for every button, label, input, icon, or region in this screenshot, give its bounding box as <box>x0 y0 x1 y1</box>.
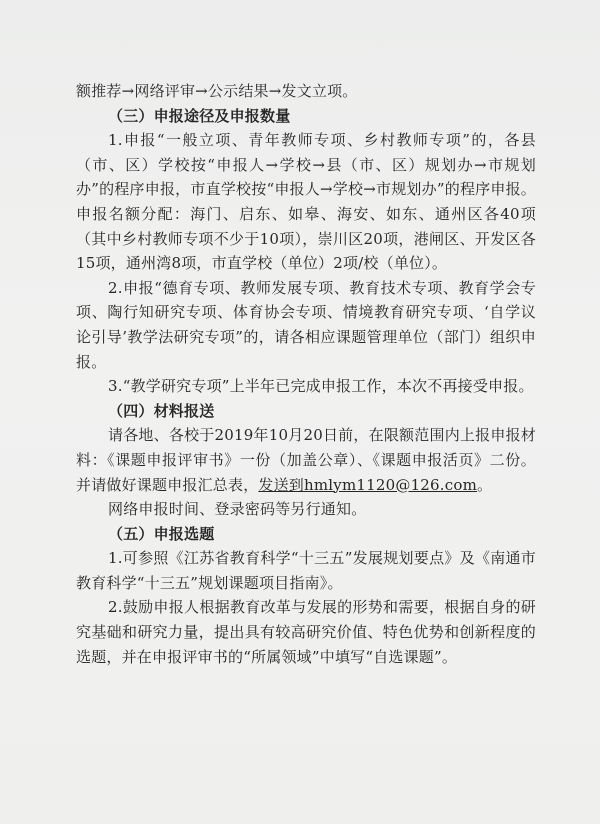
send-to-label: 发送到 <box>258 475 305 494</box>
intro-line: 额推荐→网络评审→公示结果→发文立项。 <box>76 82 358 100</box>
section-4-paragraph-1-text: 请各地、各校于2019年10月20日前，在限额范围内上报申报材料：《课题申报评审书》一份（加盖公章）、《课题申报活页》二份。并请做好课题申报汇总表， <box>76 426 536 494</box>
section-5-paragraph-2: 2.鼓励申报人根据教育改革与发展的形势和需要，根据自身的研究基础和研究力量，提出具有较高研究价值、特色优势和创新程度的选题，并在申报评审书的“所属领域”中填写“自选课题”。 <box>76 598 536 666</box>
section-5-heading: （五）申报选题 <box>108 524 215 543</box>
section-3-paragraph-3: 3.“教学研究专项”上半年已完成申报工作，本次不再接受申报。 <box>108 377 534 396</box>
section-3-paragraph-2: 2.申报“德育专项、教师发展专项、教育技术专项、教育学会专项、陶行知研究专项、体育协会专项、情境教育研究专项、‘自学议论引导’教学法研究专项”的，请各相应课题管理单位（部门）组织申报。 <box>76 278 536 371</box>
email-link[interactable]: hmlym1120@126.com <box>304 475 478 494</box>
document-body <box>76 79 536 669</box>
section-5-paragraph-1: 1.可参照《江苏省教育科学“十三五”发展规划要点》及《南通市教育科学“十三五”规划课题项目指南》。 <box>76 549 536 592</box>
section-4-heading: （四）材料报送 <box>108 401 215 420</box>
section-3-heading: （三）申报途径及申报数量 <box>108 106 291 125</box>
section-4-paragraph-1 <box>76 423 536 497</box>
email-period: 。 <box>477 475 493 494</box>
section-4-paragraph-2: 网络申报时间、登录密码等另行通知。 <box>108 500 367 519</box>
section-3-paragraph-1: 1.申报“一般立项、青年教师专项、乡村教师专项”的，各县（市、区）学校按“申报人→学校→县（市、区）规划办→市规划办”的程序申报，市直学校按“申报人→学校→市规划办”的程序申报。申报名额分配：海门、启东、如皋、海安、如东、通州区各40项（其中乡村教师专项不少于10项），崇川区20项，港闸区、开发区各15项，通州湾8项，市直学校（单位）2项/校（单位）。 <box>76 131 536 273</box>
